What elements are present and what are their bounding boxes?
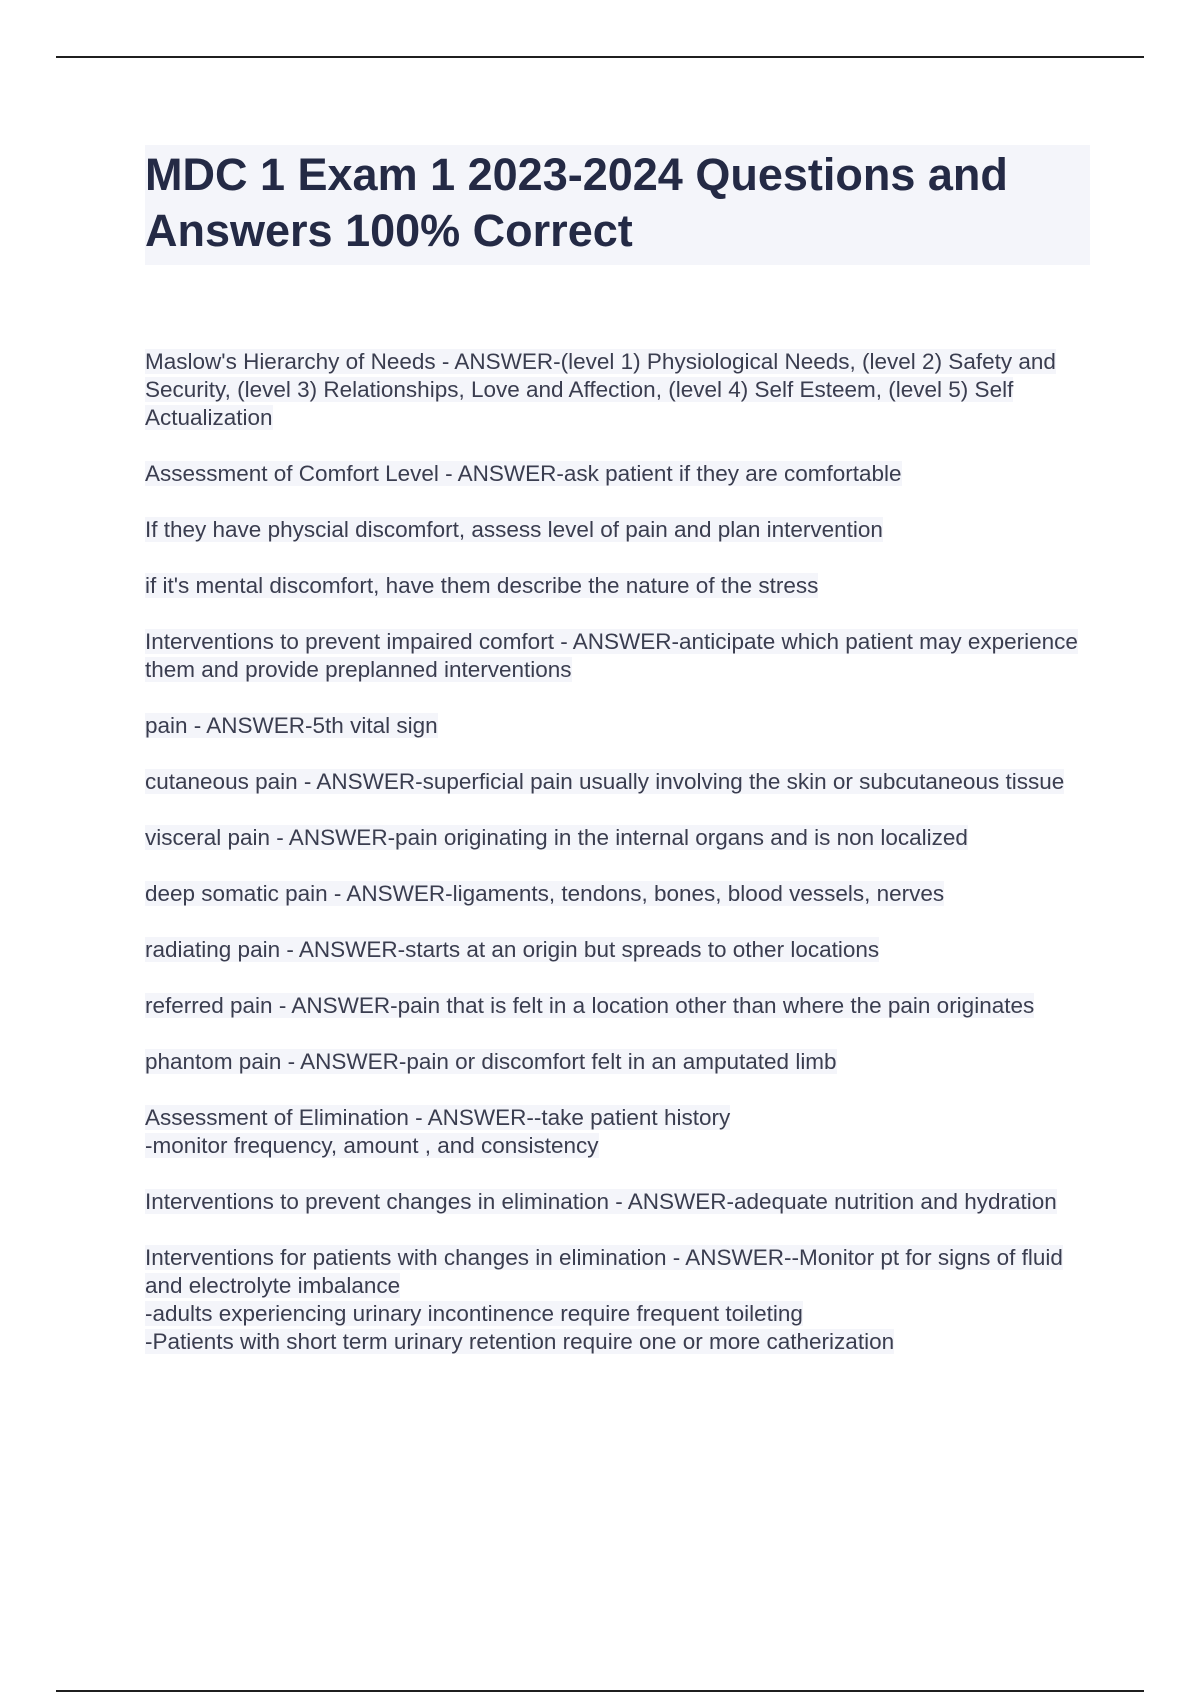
- qa-entry-text: Assessment of Comfort Level - ANSWER-ask patient if they are comfortable: [145, 461, 902, 486]
- qa-entry: [145, 516, 1090, 544]
- qa-entry-text: Interventions to prevent changes in elimination - ANSWER-adequate nutrition and hydration: [145, 1189, 1057, 1214]
- qa-entry: [145, 1188, 1090, 1216]
- qa-entry-text: phantom pain - ANSWER-pain or discomfort felt in an amputated limb: [145, 1049, 837, 1074]
- qa-entry: [145, 348, 1090, 432]
- qa-entry-text: radiating pain - ANSWER-starts at an origin but spreads to other locations: [145, 937, 880, 962]
- qa-entry-text: -Patients with short term urinary retention require one or more catherization: [145, 1329, 895, 1354]
- qa-entry: [145, 1244, 1090, 1356]
- qa-entry: [145, 936, 1090, 964]
- qa-entry: [145, 628, 1090, 684]
- bottom-rule: [56, 1690, 1144, 1692]
- qa-entry: [145, 992, 1090, 1020]
- qa-entry-text: pain - ANSWER-5th vital sign: [145, 713, 438, 738]
- qa-entry-text: Interventions for patients with changes in elimination - ANSWER--Monitor pt for signs of fluid and electrolyte imbalance: [145, 1245, 1063, 1298]
- qa-entry-text: If they have physcial discomfort, assess level of pain and plan intervention: [145, 517, 883, 542]
- document-body: [145, 145, 1090, 1384]
- qa-entry-text: referred pain - ANSWER-pain that is felt in a location other than where the pain originates: [145, 993, 1035, 1018]
- title-block: [145, 145, 1090, 265]
- qa-entry-text: if it's mental discomfort, have them describe the nature of the stress: [145, 573, 819, 598]
- top-rule: [56, 56, 1144, 58]
- qa-entry: [145, 1048, 1090, 1076]
- qa-entry: [145, 880, 1090, 908]
- qa-entry-text: Maslow's Hierarchy of Needs - ANSWER-(level 1) Physiological Needs, (level 2) Safety and Security, (level 3) Relationships, Love and Affection, (level 4) Self Esteem, (level 5) Self Actualization: [145, 349, 1056, 430]
- qa-entry-text: deep somatic pain - ANSWER-ligaments, tendons, bones, blood vessels, nerves: [145, 881, 945, 906]
- qa-entry-text: Assessment of Elimination - ANSWER--take patient history: [145, 1105, 731, 1130]
- qa-entry: [145, 460, 1090, 488]
- qa-entry-text: cutaneous pain - ANSWER-superficial pain usually involving the skin or subcutaneous tissue: [145, 769, 1065, 794]
- qa-entry-text: Interventions to prevent impaired comfort - ANSWER-anticipate which patient may experience them and provide preplanned interventions: [145, 629, 1078, 682]
- qa-entry: [145, 824, 1090, 852]
- qa-entry: [145, 768, 1090, 796]
- page-title: MDC 1 Exam 1 2023-2024 Questions and Answers 100% Correct: [145, 149, 1008, 256]
- qa-entry: [145, 572, 1090, 600]
- qa-list: [145, 348, 1090, 1356]
- qa-entry-text: -monitor frequency, amount , and consistency: [145, 1133, 599, 1158]
- qa-entry-text: visceral pain - ANSWER-pain originating in the internal organs and is non localized: [145, 825, 968, 850]
- qa-entry: [145, 712, 1090, 740]
- qa-entry-text: -adults experiencing urinary incontinence require frequent toileting: [145, 1301, 803, 1326]
- qa-entry: [145, 1104, 1090, 1160]
